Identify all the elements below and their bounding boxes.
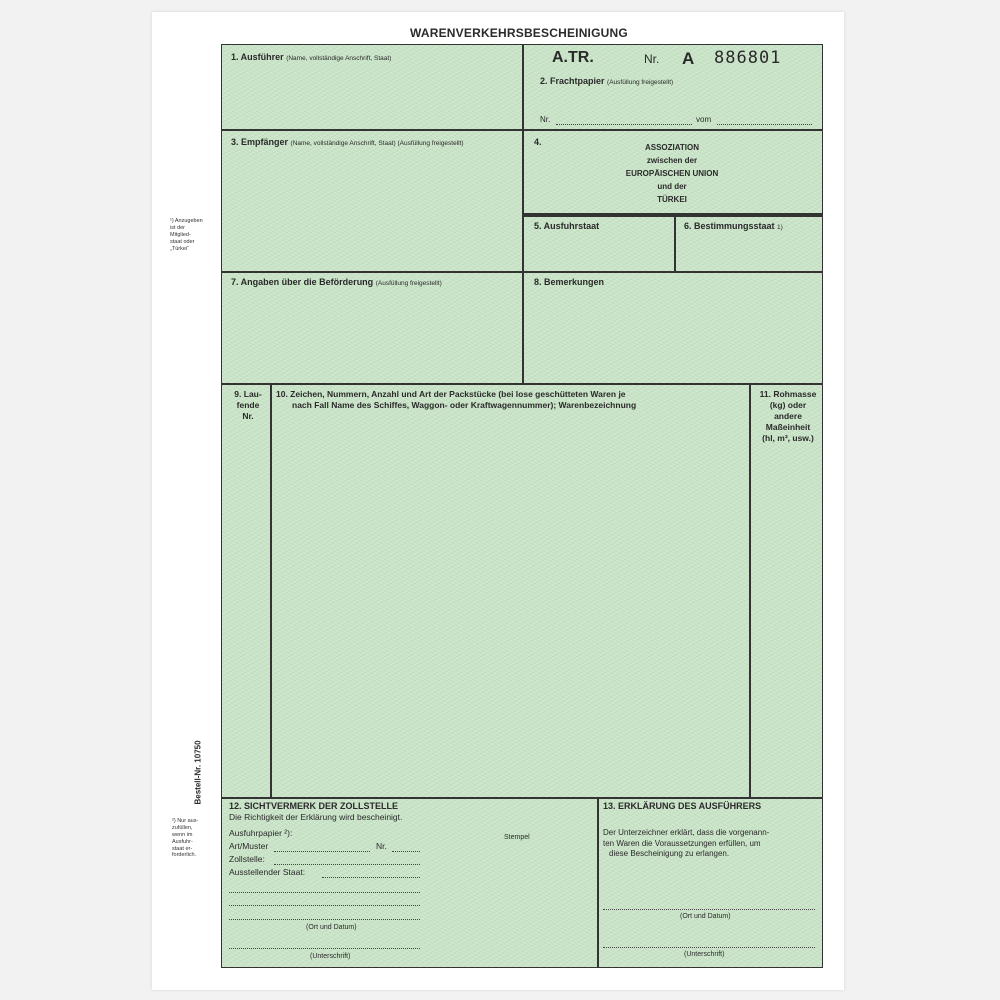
doc-nr-line[interactable]	[392, 851, 420, 852]
exporter-signature-label: (Unterschrift)	[684, 951, 725, 958]
goods-description-input[interactable]	[276, 417, 744, 793]
divider-row-3	[222, 383, 823, 385]
divider-field-5-6	[522, 215, 823, 217]
export-document-label: Ausfuhrpapier ²):	[229, 828, 293, 838]
customs-signature-line[interactable]	[229, 948, 420, 949]
field-7-label: 7. Angaben über die Beförderung (Ausfüllung freigestellt)	[231, 277, 442, 287]
item-number-input[interactable]	[226, 425, 268, 793]
customs-extra-line-1[interactable]	[229, 892, 420, 893]
field-2-nr-label: Nr.	[540, 115, 551, 124]
field-3-label: 3. Empfänger (Name, vollständige Anschrift, Staat) (Ausfüllung freigestellt)	[231, 137, 464, 147]
field-4-label: 4.	[534, 137, 542, 147]
form-grid	[221, 44, 823, 968]
customs-place-date-label: (Ort und Datum)	[306, 924, 357, 931]
type-label: Art/Muster	[229, 841, 269, 851]
customs-office-line[interactable]	[274, 864, 420, 865]
atr-heading: A.TR.	[552, 49, 594, 66]
field-1-label: 1. Ausführer (Name, vollständige Anschrift, Staat)	[231, 52, 392, 62]
certificate-number: 886801	[714, 48, 782, 68]
divider-row-2	[222, 271, 823, 273]
field-9-label: 9. Lau- fende Nr.	[234, 389, 262, 421]
customs-office-label: Zollstelle:	[229, 854, 265, 864]
field-2-nr-line[interactable]	[556, 124, 692, 125]
exporter-input[interactable]	[231, 67, 516, 125]
type-line[interactable]	[274, 851, 370, 852]
customs-extra-line-2[interactable]	[229, 905, 420, 906]
field-10-label: 10. Zeichen, Nummern, Anzahl und Art der Packstücke (bei lose geschütteten Waren je nach Fall Name des Schiffes, Waggon- oder Kraftwagennummer); Warenbezeichnung	[276, 389, 637, 410]
destination-country-input[interactable]	[680, 235, 820, 267]
footnote-1: ¹) Anzugeben ist der Mitglied- staat oder „Türkei“	[170, 218, 203, 252]
remarks-input[interactable]	[528, 291, 818, 379]
export-country-input[interactable]	[528, 235, 668, 267]
divider-vertical-5-6	[674, 215, 676, 271]
exporter-signature-line[interactable]	[603, 947, 815, 948]
issuing-country-label: Ausstellender Staat:	[229, 867, 306, 877]
field-11-label: 11. Rohmasse (kg) oder andere Maßeinheit (hl, m³, usw.)	[759, 389, 817, 443]
field-12-subtext: Die Richtigkeit der Erklärung wird bescheinigt.	[229, 812, 403, 822]
divider-col-11	[749, 383, 751, 797]
field-2-label: 2. Frachtpapier (Ausfüllung freigestellt)	[540, 76, 674, 86]
field-13-label: 13. ERKLÄRUNG DES AUSFÜHRERS	[603, 801, 762, 811]
association-text: ASSOZIATION zwischen der EUROPÄISCHEN UNION und der TÜRKEI	[625, 143, 719, 204]
consignee-input[interactable]	[231, 151, 516, 266]
transport-input[interactable]	[231, 291, 516, 379]
customs-signature-label: (Unterschrift)	[310, 953, 351, 960]
document-title: WARENVERKEHRSBESCHEINIGUNG	[410, 26, 628, 40]
issuing-country-line[interactable]	[322, 877, 420, 878]
field-2-vom-line[interactable]	[717, 124, 812, 125]
nr-label: Nr.	[644, 52, 660, 66]
doc-nr-label: Nr.	[376, 841, 387, 851]
divider-col-13	[597, 797, 599, 968]
order-number: Bestell-Nr. 10750	[193, 740, 203, 805]
customs-place-date-line[interactable]	[229, 919, 420, 920]
divider-col-9	[270, 383, 272, 797]
footnote-2: ²) Nur aus- zufüllen, wenn im Ausfuhr- staat er- forderlich.	[172, 818, 199, 859]
field-8-label: 8. Bemerkungen	[534, 277, 605, 287]
field-12-label: 12. SICHTVERMERK DER ZOLLSTELLE	[229, 801, 399, 811]
series-letter: A	[682, 49, 695, 68]
exporter-place-date-line[interactable]	[603, 909, 815, 910]
field-2-vom-label: vom	[696, 115, 712, 124]
stamp-label: Stempel	[504, 834, 530, 841]
field-6-label: 6. Bestimmungsstaat 1)	[684, 221, 783, 231]
divider-row-4	[222, 797, 823, 799]
exporter-declaration: Der Unterzeichner erklärt, dass die vorgenann- ten Waren die Voraussetzungen erfüllen, um diese Bescheinigung zu erlangen.	[603, 828, 770, 858]
gross-mass-input[interactable]	[754, 449, 820, 793]
exporter-place-date-label: (Ort und Datum)	[680, 913, 731, 920]
field-5-label: 5. Ausfuhrstaat	[534, 221, 600, 231]
